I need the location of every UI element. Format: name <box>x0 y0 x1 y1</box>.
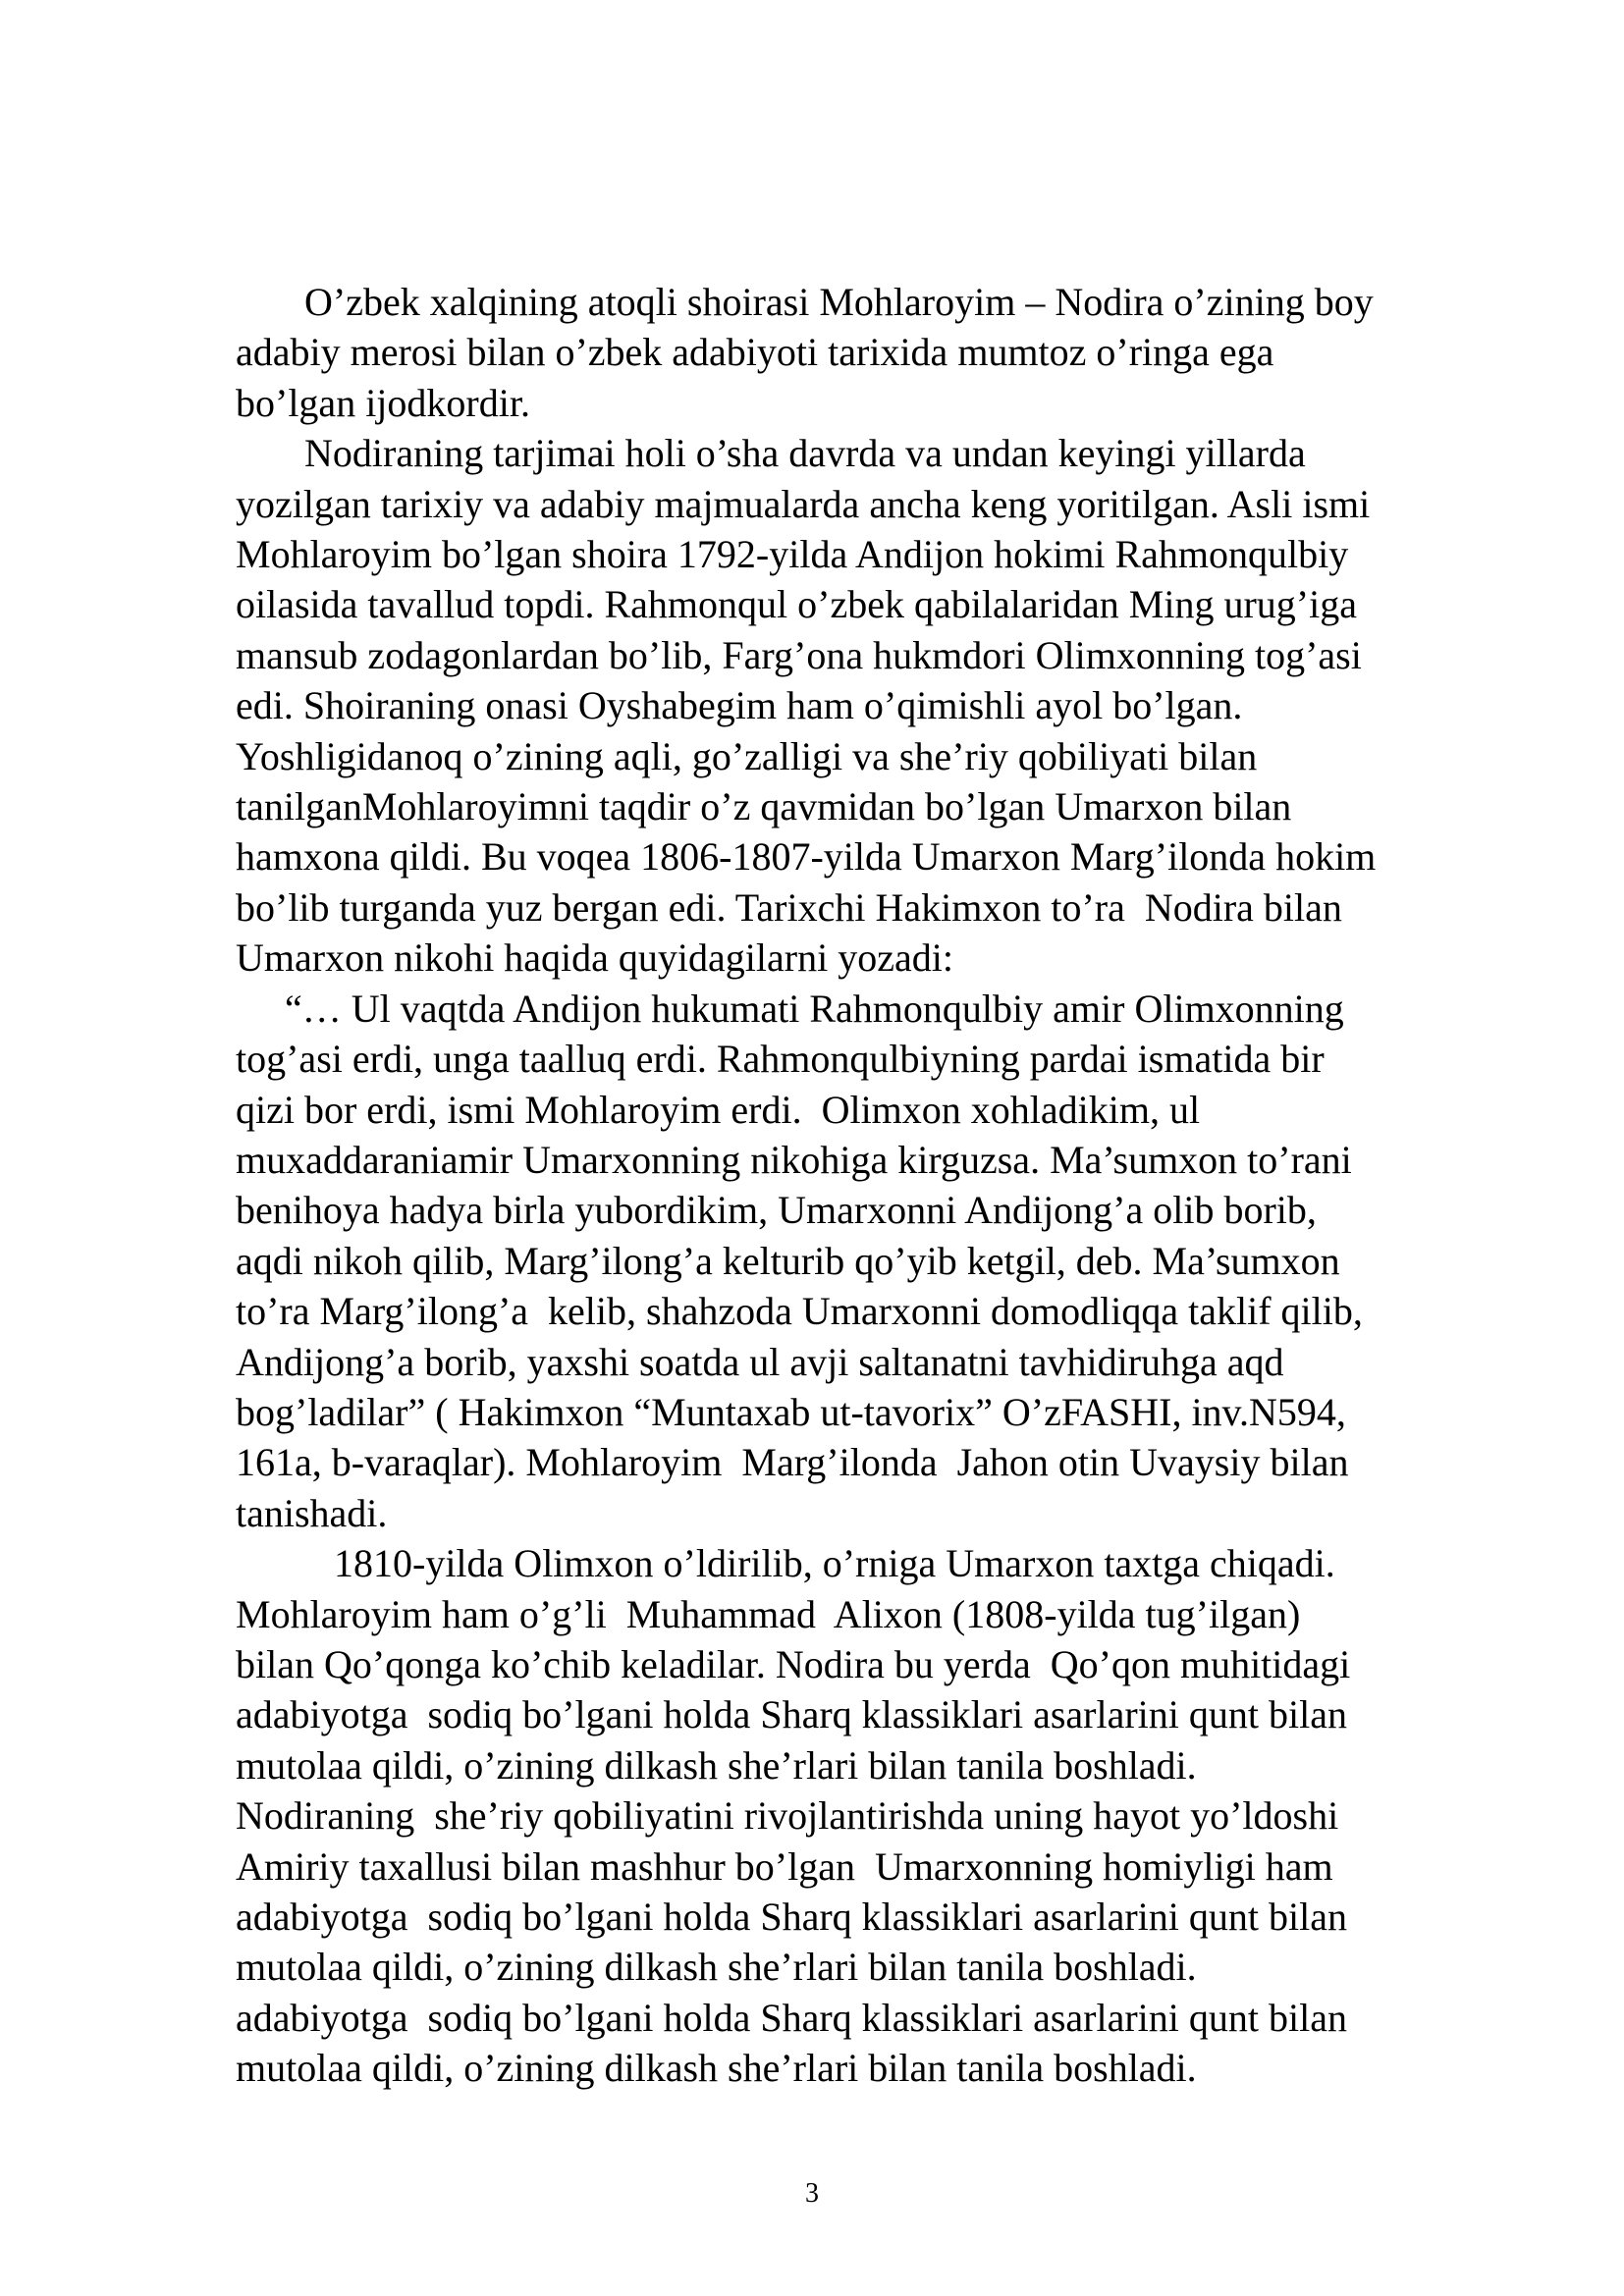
text-line: hamxona qildi. Bu voqea 1806-1807-yilda Umarxon Marg’ilonda hokim <box>236 834 1377 880</box>
text-line: Nodiraning tarjimai holi o’sha davrda va undan keyingi yillarda <box>236 431 1306 476</box>
body-text <box>236 277 1551 2094</box>
text-line: mutolaa qildi, o’zining dilkash she’rlari bilan tanila boshladi. <box>236 1945 1197 1990</box>
text-line: muxaddaraniamir Umarxonning nikohiga kirguzsa. Ma’sumxon to’rani <box>236 1137 1352 1182</box>
text-line: Mohlaroyim ham o’g’li Muhammad Alixon (1808-yilda tug’ilgan) <box>236 1591 1301 1636</box>
text-line: “… Ul vaqtda Andijon hukumati Rahmonqulbiy amir Olimxonning <box>236 986 1344 1031</box>
text-line: oilasida tavallud topdi. Rahmonqul o’zbek qabilalaridan Ming urug’iga <box>236 582 1357 627</box>
text-line: 161a, b-varaqlar). Mohlaroyim Marg’ilonda Jahon otin Uvaysiy bilan <box>236 1440 1349 1485</box>
text-line: yozilgan tarixiy va adabiy majmualarda ancha keng yoritilgan. Asli ismi <box>236 481 1371 526</box>
text-line: Yoshligidanoq o’zining aqli, go’zalligi va she’riy qobiliyati bilan <box>236 733 1258 778</box>
text-line: Nodiraning she’riy qobiliyatini rivojlantirishda uning hayot yo’ldoshi <box>236 1793 1339 1839</box>
text-line: benihoya hadya birla yubordikim, Umarxonni Andijong’a olib borib, <box>236 1188 1317 1233</box>
text-line: bilan Qo’qonga ko’chib keladilar. Nodira bu yerda Qo’qon muhitidagi <box>236 1641 1351 1686</box>
text-line: bo’lib turganda yuz bergan edi. Tarixchi Hakimxon to’ra Nodira bilan <box>236 884 1342 930</box>
text-line: mutolaa qildi, o’zining dilkash she’rlari bilan tanila boshladi. <box>236 2046 1197 2091</box>
text-line: edi. Shoiraning onasi Oyshabegim ham o’qimishli ayol bo’lgan. <box>236 683 1243 728</box>
text-line: Andijong’a borib, yaxshi soatda ul avji saltanatni tavhidiruhga aqd <box>236 1339 1284 1384</box>
page-number: 3 <box>805 2178 819 2209</box>
text-line: mutolaa qildi, o’zining dilkash she’rlari bilan tanila boshladi. <box>236 1742 1197 1788</box>
text-line: aqdi nikoh qilib, Marg’ilong’a kelturib qo’yib ketgil, deb. Ma’sumxon <box>236 1238 1340 1283</box>
text-line: 1810-yilda Olimxon o’ldirilib, o’rniga Umarxon taxtga chiqadi. <box>236 1541 1335 1586</box>
text-line: tog’asi erdi, unga taalluq erdi. Rahmonqulbiyning pardai ismatida bir <box>236 1037 1325 1082</box>
text-line: mansub zodagonlardan bo’lib, Farg’ona hukmdori Olimxonning tog’asi <box>236 632 1362 677</box>
text-line: Umarxon nikohi haqida quyidagilarni yozadi: <box>236 935 953 981</box>
text-line: tanishadi. <box>236 1490 388 1535</box>
text-line: to’ra Marg’ilong’a kelib, shahzoda Umarxonni domodliqqa taklif qilib, <box>236 1289 1363 1334</box>
text-line: Amiriy taxallusi bilan mashhur bo’lgan Umarxonning homiyligi ham <box>236 1843 1333 1889</box>
text-line: tanilganMohlaroyimni taqdir o’z qavmidan bo’lgan Umarxon bilan <box>236 784 1292 829</box>
text-line: qizi bor erdi, ismi Mohlaroyim erdi. Olimxon xohladikim, ul <box>236 1087 1201 1132</box>
text-line: adabiyotga sodiq bo’lgani holda Sharq klassiklari asarlarini qunt bilan <box>236 1692 1347 1737</box>
text-line: bog’ladilar” ( Hakimxon “Muntaxab ut-tavorix” O’zFASHI, inv.N594, <box>236 1389 1346 1434</box>
text-line: bo’lgan ijodkordir. <box>236 380 530 425</box>
text-line: Mohlaroyim bo’lgan shoira 1792-yilda Andijon hokimi Rahmonqulbiy <box>236 532 1349 577</box>
text-line: adabiyotga sodiq bo’lgani holda Sharq klassiklari asarlarini qunt bilan <box>236 1995 1347 2040</box>
text-line: adabiyotga sodiq bo’lgani holda Sharq klassiklari asarlarini qunt bilan <box>236 1895 1347 1939</box>
text-line: adabiy merosi bilan o’zbek adabiyoti tarixida mumtoz o’ringa ega <box>236 330 1274 375</box>
text-line: O’zbek xalqining atoqli shoirasi Mohlaroyim – Nodira o’zining boy <box>236 280 1374 324</box>
